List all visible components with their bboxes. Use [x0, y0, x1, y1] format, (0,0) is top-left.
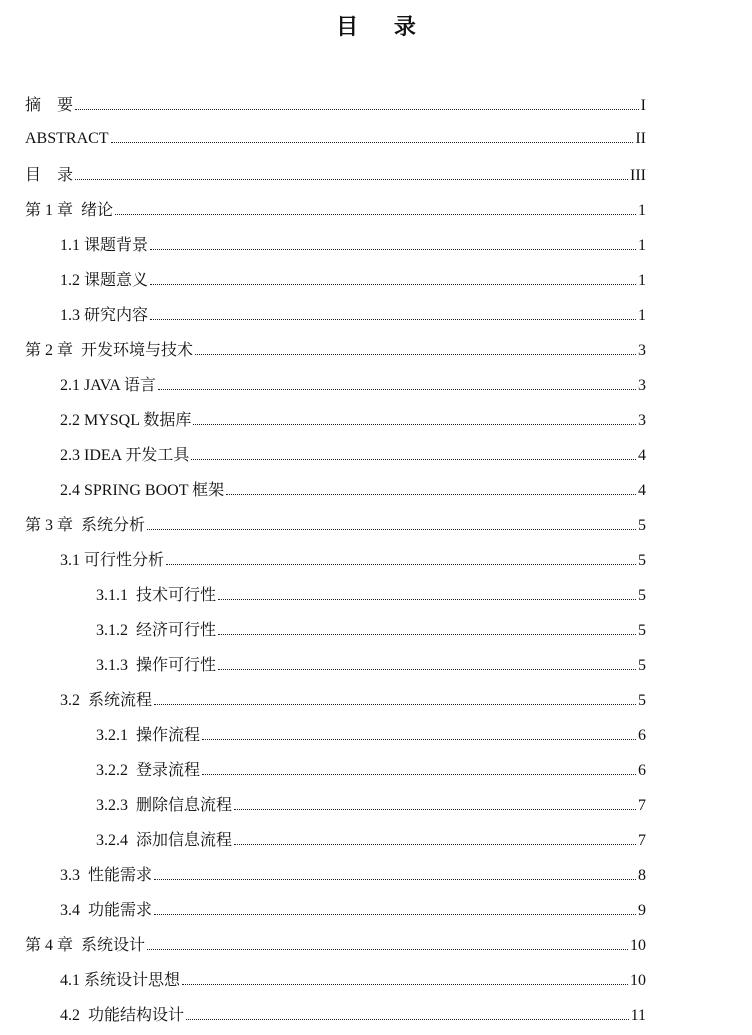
toc-dot-leader: [202, 738, 636, 740]
toc-dot-leader: [111, 141, 634, 143]
toc-entry-page-number: 11: [630, 1007, 646, 1024]
toc-entry-label: 3.3 性能需求: [60, 867, 153, 884]
toc-entry[interactable]: [0, 786, 752, 821]
toc-entry-label: 目 录: [25, 167, 74, 184]
toc-entry[interactable]: [0, 121, 752, 156]
toc-entry-label: 摘 要: [25, 97, 74, 114]
toc-entry-label: 3.2.2 登录流程: [96, 762, 201, 779]
toc-entry-page-number: 3: [638, 377, 646, 394]
toc-dot-leader: [234, 843, 636, 845]
toc-entry[interactable]: [0, 471, 752, 506]
toc-dot-leader: [75, 178, 628, 180]
toc-entry[interactable]: [0, 891, 752, 926]
toc-entry[interactable]: [0, 681, 752, 716]
toc-entry[interactable]: [0, 296, 752, 331]
toc-entry[interactable]: [0, 156, 752, 191]
toc-entry[interactable]: [0, 541, 752, 576]
toc-entry-page-number: 5: [638, 657, 646, 674]
toc-entry[interactable]: [0, 191, 752, 226]
toc-entry-page-number: 1: [638, 272, 646, 289]
toc-entry-label: 第 2 章 开发环境与技术: [25, 342, 194, 359]
toc-entry-page-number: 5: [638, 587, 646, 604]
toc-entry-label: 3.1.2 经济可行性: [96, 622, 217, 639]
toc-entry-page-number: 6: [638, 762, 646, 779]
toc-dot-leader: [186, 1018, 629, 1020]
toc-entry-label: 3.1.1 技术可行性: [96, 587, 217, 604]
toc-entry-label: 4.1 系统设计思想: [60, 972, 181, 989]
toc-entry[interactable]: [0, 926, 752, 961]
toc-entry[interactable]: [0, 86, 752, 121]
toc-entry-page-number: 8: [638, 867, 646, 884]
toc-entry-page-number: 3: [638, 342, 646, 359]
toc-entry-label: 4.2 功能结构设计: [60, 1007, 185, 1024]
toc-dot-leader: [75, 108, 639, 110]
toc-entry[interactable]: [0, 646, 752, 681]
toc-dot-leader: [218, 598, 636, 600]
page-title: 目 录: [336, 15, 430, 40]
toc-dot-leader: [150, 248, 636, 250]
toc-entry-page-number: 6: [638, 727, 646, 744]
toc-entry-page-number: 5: [638, 552, 646, 569]
table-of-contents: [0, 86, 752, 1031]
toc-dot-leader: [193, 423, 636, 425]
toc-entry[interactable]: [0, 996, 752, 1031]
toc-entry-page-number: 1: [638, 307, 646, 324]
toc-dot-leader: [154, 913, 636, 915]
toc-dot-leader: [218, 633, 636, 635]
toc-entry-label: 3.2.1 操作流程: [96, 727, 201, 744]
toc-entry[interactable]: [0, 261, 752, 296]
toc-dot-leader: [166, 563, 636, 565]
toc-entry-label: 2.3 IDEA 开发工具: [60, 447, 190, 464]
toc-entry-page-number: 7: [638, 797, 646, 814]
toc-dot-leader: [154, 878, 636, 880]
toc-dot-leader: [195, 353, 636, 355]
toc-entry[interactable]: [0, 226, 752, 261]
toc-entry-label: 3.1 可行性分析: [60, 552, 165, 569]
toc-dot-leader: [202, 773, 636, 775]
toc-entry-page-number: II: [635, 129, 646, 147]
toc-dot-leader: [182, 983, 628, 985]
toc-dot-leader: [150, 283, 636, 285]
toc-entry-label: 第 1 章 绪论: [25, 202, 114, 219]
toc-dot-leader: [226, 493, 636, 495]
toc-entry[interactable]: [0, 716, 752, 751]
toc-entry[interactable]: [0, 366, 752, 401]
toc-entry-page-number: 1: [638, 202, 646, 219]
toc-entry[interactable]: [0, 856, 752, 891]
toc-entry-page-number: 3: [638, 412, 646, 429]
toc-entry-label: 第 4 章 系统设计: [25, 937, 146, 954]
toc-entry-label: 3.1.3 操作可行性: [96, 657, 217, 674]
toc-entry-page-number: 5: [638, 517, 646, 534]
toc-entry-label: 2.1 JAVA 语言: [60, 377, 156, 394]
toc-entry-page-number: 5: [638, 622, 646, 639]
toc-entry-page-number: I: [640, 97, 646, 114]
toc-entry-label: 2.4 SPRING BOOT 框架: [60, 482, 225, 499]
toc-dot-leader: [158, 388, 636, 390]
toc-dot-leader: [147, 528, 636, 530]
toc-entry-label: 3.2.3 删除信息流程: [96, 797, 233, 814]
toc-entry[interactable]: [0, 611, 752, 646]
toc-entry[interactable]: [0, 576, 752, 611]
toc-entry-page-number: 10: [630, 972, 646, 989]
toc-entry[interactable]: [0, 401, 752, 436]
toc-entry-page-number: 1: [638, 237, 646, 254]
toc-dot-leader: [191, 458, 636, 460]
toc-entry[interactable]: [0, 961, 752, 996]
toc-entry[interactable]: [0, 821, 752, 856]
toc-entry-page-number: 4: [638, 447, 646, 464]
toc-entry[interactable]: [0, 436, 752, 471]
toc-entry-label: 第 3 章 系统分析: [25, 517, 146, 534]
toc-dot-leader: [234, 808, 636, 810]
toc-entry-page-number: 5: [638, 692, 646, 709]
toc-entry[interactable]: [0, 331, 752, 366]
toc-entry-page-number: 10: [630, 937, 646, 954]
toc-entry-label: 1.3 研究内容: [60, 307, 149, 324]
toc-entry[interactable]: [0, 751, 752, 786]
toc-dot-leader: [154, 703, 636, 705]
toc-entry-label: 1.1 课题背景: [60, 237, 149, 254]
toc-dot-leader: [147, 948, 628, 950]
toc-entry-label: 3.2.4 添加信息流程: [96, 832, 233, 849]
toc-dot-leader: [115, 213, 636, 215]
toc-entry-label: 1.2 课题意义: [60, 272, 149, 289]
toc-entry-page-number: 7: [638, 832, 646, 849]
toc-entry-label: 2.2 MYSQL 数据库: [60, 412, 192, 429]
toc-entry-label: 3.2 系统流程: [60, 692, 153, 709]
toc-entry[interactable]: [0, 506, 752, 541]
toc-entry-page-number: 4: [638, 482, 646, 499]
toc-entry-page-number: 9: [638, 902, 646, 919]
toc-entry-label: ABSTRACT: [25, 129, 109, 147]
toc-dot-leader: [218, 668, 636, 670]
toc-dot-leader: [150, 318, 636, 320]
toc-entry-label: 3.4 功能需求: [60, 902, 153, 919]
toc-entry-page-number: III: [630, 167, 646, 184]
